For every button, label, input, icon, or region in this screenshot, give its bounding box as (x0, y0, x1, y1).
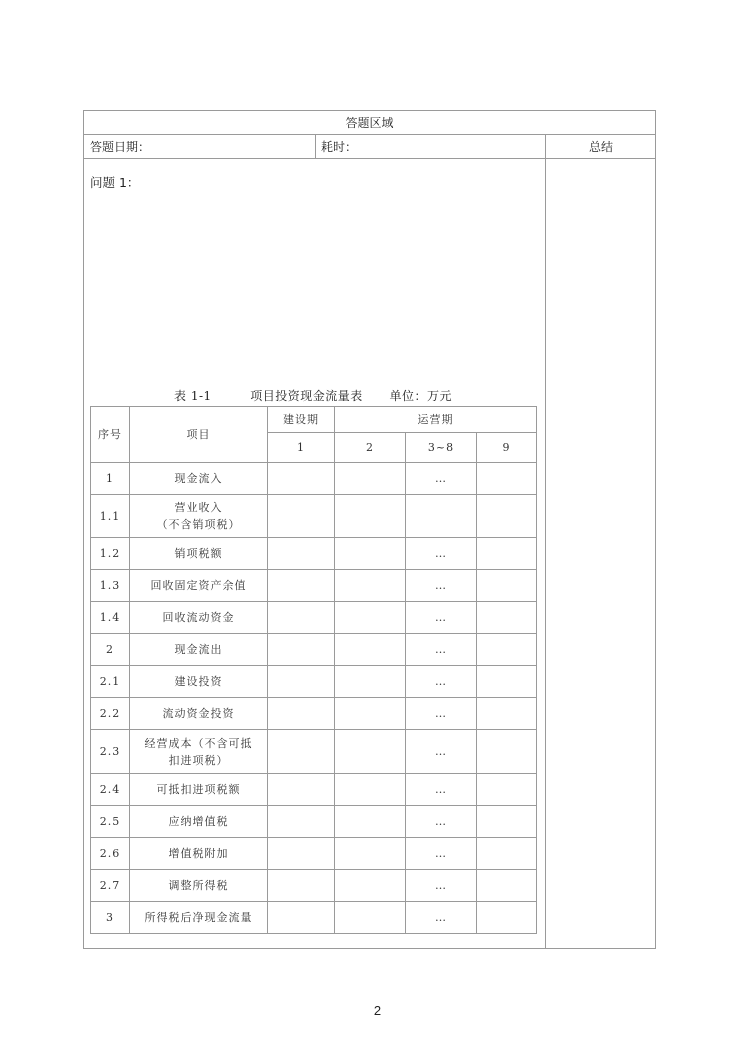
summary-label: 总结 (588, 140, 613, 154)
table-row (91, 570, 537, 602)
row-period-1-cell (268, 774, 335, 806)
row-period-9-cell (477, 463, 537, 495)
row-period-9-cell (477, 634, 537, 666)
row-period-1-cell (268, 698, 335, 730)
header-operation: 运营期 (335, 407, 537, 433)
row-seq-cell: 1.2 (91, 538, 130, 570)
row-period-3-8-cell: … (406, 570, 477, 602)
row-period-2-cell (335, 570, 406, 602)
table-row (91, 774, 537, 806)
row-period-9-cell (477, 902, 537, 934)
period-cell: 1 (268, 433, 335, 463)
period-cell: 9 (477, 433, 537, 463)
row-item-cell: 经营成本（不含可抵 扣进项税） (130, 730, 268, 774)
row-period-3-8-cell: … (406, 730, 477, 774)
row-period-3-8-cell: … (406, 666, 477, 698)
row-period-2-cell (335, 538, 406, 570)
row-seq-cell: 2.6 (91, 838, 130, 870)
row-period-1-cell (268, 870, 335, 902)
table-row (91, 902, 537, 934)
row-period-3-8-cell: … (406, 538, 477, 570)
row-seq-cell: 2.4 (91, 774, 130, 806)
row-item-cell: 建设投资 (130, 666, 268, 698)
table-row (91, 495, 537, 538)
table-header-row (91, 407, 537, 433)
answer-area-title: 答题区域 (84, 111, 655, 135)
row-period-3-8-cell: … (406, 838, 477, 870)
row-item-cell: 调整所得税 (130, 870, 268, 902)
summary-column-divider (545, 135, 546, 949)
row-period-9-cell (477, 666, 537, 698)
row-item-cell: 回收固定资产余值 (130, 570, 268, 602)
row-item-cell: 应纳增值税 (130, 806, 268, 838)
table-caption-unit: 单位：万元 (389, 389, 452, 403)
row-period-9-cell (477, 602, 537, 634)
row-period-9-cell (477, 806, 537, 838)
table-row (91, 698, 537, 730)
row-period-3-8-cell: … (406, 634, 477, 666)
row-seq-cell: 2.1 (91, 666, 130, 698)
header-item: 项目 (130, 407, 268, 463)
row-period-2-cell (335, 463, 406, 495)
row-period-1-cell (268, 806, 335, 838)
row-period-3-8-cell: … (406, 463, 477, 495)
answer-area-frame (83, 110, 656, 949)
row-period-1-cell (268, 570, 335, 602)
meta-divider (315, 135, 316, 159)
row-period-9-cell (477, 838, 537, 870)
row-item-cell: 营业收入 （不含销项税） (130, 495, 268, 538)
question-label: 问题 1： (90, 175, 140, 190)
row-period-2-cell (335, 838, 406, 870)
table-row (91, 806, 537, 838)
row-period-2-cell (335, 806, 406, 838)
row-period-1-cell (268, 634, 335, 666)
row-period-9-cell (477, 698, 537, 730)
row-period-3-8-cell: … (406, 774, 477, 806)
row-period-9-cell (477, 538, 537, 570)
table-row (91, 666, 537, 698)
row-period-2-cell (335, 495, 406, 538)
row-seq-cell: 1.1 (91, 495, 130, 538)
period-cell: 3~8 (406, 433, 477, 463)
row-period-9-cell (477, 570, 537, 602)
row-item-cell: 可抵扣进项税额 (130, 774, 268, 806)
period-cell: 2 (335, 433, 406, 463)
row-period-1-cell (268, 838, 335, 870)
row-period-9-cell (477, 774, 537, 806)
table-row (91, 602, 537, 634)
row-period-2-cell (335, 602, 406, 634)
row-seq-cell: 1.4 (91, 602, 130, 634)
table-row (91, 634, 537, 666)
table-caption-name: 项目投资现金流量表 (250, 389, 363, 403)
row-period-3-8-cell: … (406, 698, 477, 730)
table-caption-number: 表 1-1 (174, 389, 212, 403)
table-row (91, 838, 537, 870)
row-seq-cell: 2.5 (91, 806, 130, 838)
row-period-2-cell (335, 666, 406, 698)
row-period-1-cell (268, 666, 335, 698)
row-period-9-cell (477, 870, 537, 902)
row-period-2-cell (335, 870, 406, 902)
table-row (91, 870, 537, 902)
page-number: 2 (373, 1003, 382, 1018)
row-period-2-cell (335, 698, 406, 730)
row-seq-cell: 2.7 (91, 870, 130, 902)
time-spent-label: 耗时： (321, 140, 358, 154)
row-period-3-8-cell: … (406, 870, 477, 902)
row-period-3-8-cell (406, 495, 477, 538)
table-row (91, 538, 537, 570)
row-seq-cell: 3 (91, 902, 130, 934)
row-period-2-cell (335, 902, 406, 934)
row-item-cell: 所得税后净现金流量 (130, 902, 268, 934)
row-period-1-cell (268, 495, 335, 538)
row-item-cell: 回收流动资金 (130, 602, 268, 634)
row-period-2-cell (335, 774, 406, 806)
row-period-1-cell (268, 538, 335, 570)
header-seq: 序号 (91, 407, 130, 463)
table-row (91, 463, 537, 495)
header-construction: 建设期 (268, 407, 335, 433)
row-item-cell: 流动资金投资 (130, 698, 268, 730)
table-row (91, 730, 537, 774)
row-period-1-cell (268, 730, 335, 774)
row-item-cell: 现金流出 (130, 634, 268, 666)
row-period-9-cell (477, 495, 537, 538)
row-period-1-cell (268, 602, 335, 634)
cash-flow-table (90, 406, 537, 934)
row-period-3-8-cell: … (406, 602, 477, 634)
answer-date-label: 答题日期： (90, 140, 151, 154)
row-period-2-cell (335, 634, 406, 666)
row-period-3-8-cell: … (406, 902, 477, 934)
answer-meta-row (84, 135, 655, 159)
row-item-cell: 现金流入 (130, 463, 268, 495)
row-item-cell: 销项税额 (130, 538, 268, 570)
row-item-cell: 增值税附加 (130, 838, 268, 870)
row-period-9-cell (477, 730, 537, 774)
table-caption (84, 387, 542, 404)
row-period-3-8-cell: … (406, 806, 477, 838)
row-seq-cell: 2.3 (91, 730, 130, 774)
row-seq-cell: 1.3 (91, 570, 130, 602)
row-period-1-cell (268, 902, 335, 934)
row-seq-cell: 1 (91, 463, 130, 495)
row-period-1-cell (268, 463, 335, 495)
row-seq-cell: 2 (91, 634, 130, 666)
row-seq-cell: 2.2 (91, 698, 130, 730)
row-period-2-cell (335, 730, 406, 774)
